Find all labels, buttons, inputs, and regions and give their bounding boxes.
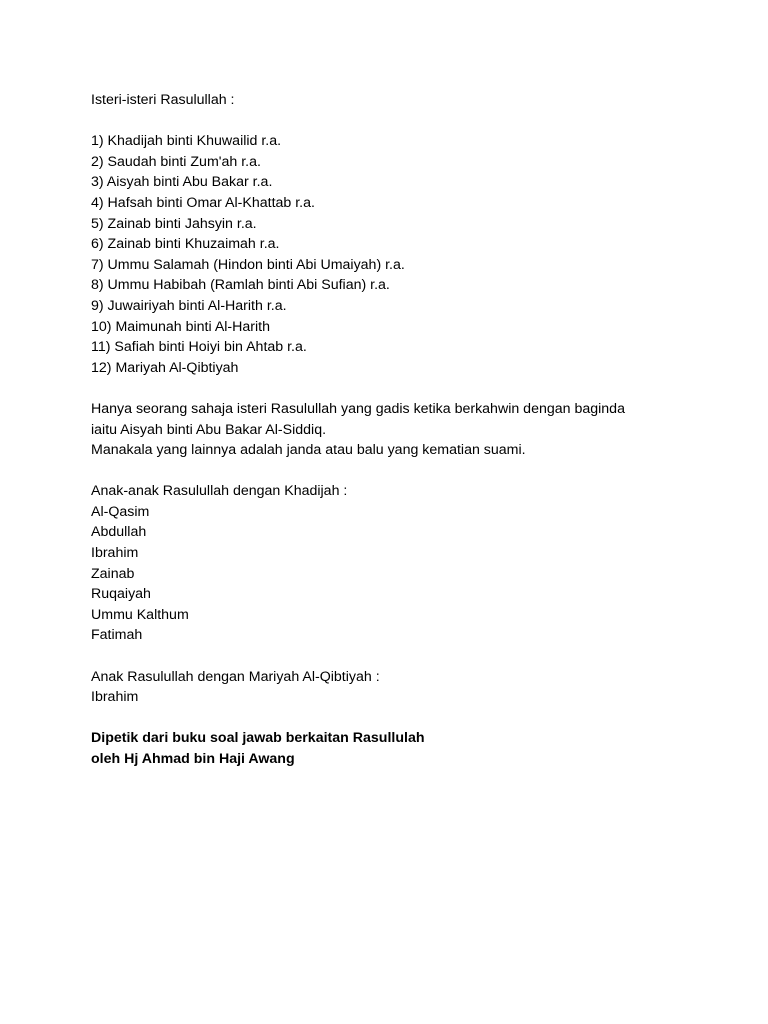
child-item: Ibrahim	[91, 545, 139, 562]
children-mariyah-list	[91, 687, 731, 708]
wife-item-3: 3) Aisyah binti Abu Bakar r.a.	[91, 174, 273, 191]
note-line: Hanya seorang sahaja isteri Rasulullah yang gadis ketika berkahwin dengan baginda	[91, 400, 625, 417]
wife-item-11: 11) Safiah binti Hoiyi bin Ahtab r.a.	[91, 339, 307, 356]
note-line: iaitu Aisyah binti Abu Bakar Al-Siddiq.	[91, 421, 327, 438]
wife-item-10: 10) Maimunah binti Al-Harith	[91, 318, 270, 335]
children-mariyah-heading: Anak Rasulullah dengan Mariyah Al-Qibtiyah :	[91, 668, 380, 685]
wife-item-7: 7) Ummu Salamah (Hindon binti Abi Umaiyah) r.a.	[91, 256, 405, 273]
wife-item-5: 5) Zainab binti Jahsyin r.a.	[91, 215, 257, 232]
spacer	[91, 461, 731, 482]
spacer	[91, 708, 731, 729]
wife-item-8: 8) Ummu Habibah (Ramlah binti Abi Sufian) r.a.	[91, 277, 390, 294]
spacer	[91, 378, 731, 399]
wife-item-12: 12) Mariyah Al-Qibtiyah	[91, 359, 239, 376]
spacer	[91, 111, 731, 132]
spacer	[91, 646, 731, 667]
source-citation	[91, 728, 731, 769]
child-item: Ruqaiyah	[91, 586, 151, 603]
child-item: Zainab	[91, 565, 135, 582]
child-item: Abdullah	[91, 524, 147, 541]
wives-heading: Isteri-isteri Rasulullah :	[91, 92, 235, 108]
wife-item-2: 2) Saudah binti Zum'ah r.a.	[91, 153, 261, 170]
wife-item-9: 9) Juwairiyah binti Al-Harith r.a.	[91, 297, 287, 314]
wife-item-6: 6) Zainab binti Khuzaimah r.a.	[91, 236, 280, 253]
note-paragraph	[91, 399, 731, 461]
wives-list	[91, 131, 731, 378]
wife-item-1: 1) Khadijah binti Khuwailid r.a.	[91, 133, 282, 150]
child-item: Fatimah	[91, 627, 143, 644]
source-line: oleh Hj Ahmad bin Haji Awang	[91, 751, 295, 767]
source-line: Dipetik dari buku soal jawab berkaitan Rasullulah	[91, 730, 425, 747]
document-page	[91, 90, 731, 770]
children-khadijah-list	[91, 502, 731, 646]
note-line: Manakala yang lainnya adalah janda atau balu yang kematian suami.	[91, 442, 526, 459]
child-item: Ibrahim	[91, 689, 139, 706]
child-item: Al-Qasim	[91, 503, 150, 520]
wife-item-4: 4) Hafsah binti Omar Al-Khattab r.a.	[91, 194, 315, 211]
child-item: Ummu Kalthum	[91, 606, 189, 623]
children-khadijah-heading: Anak-anak Rasulullah dengan Khadijah :	[91, 483, 348, 500]
